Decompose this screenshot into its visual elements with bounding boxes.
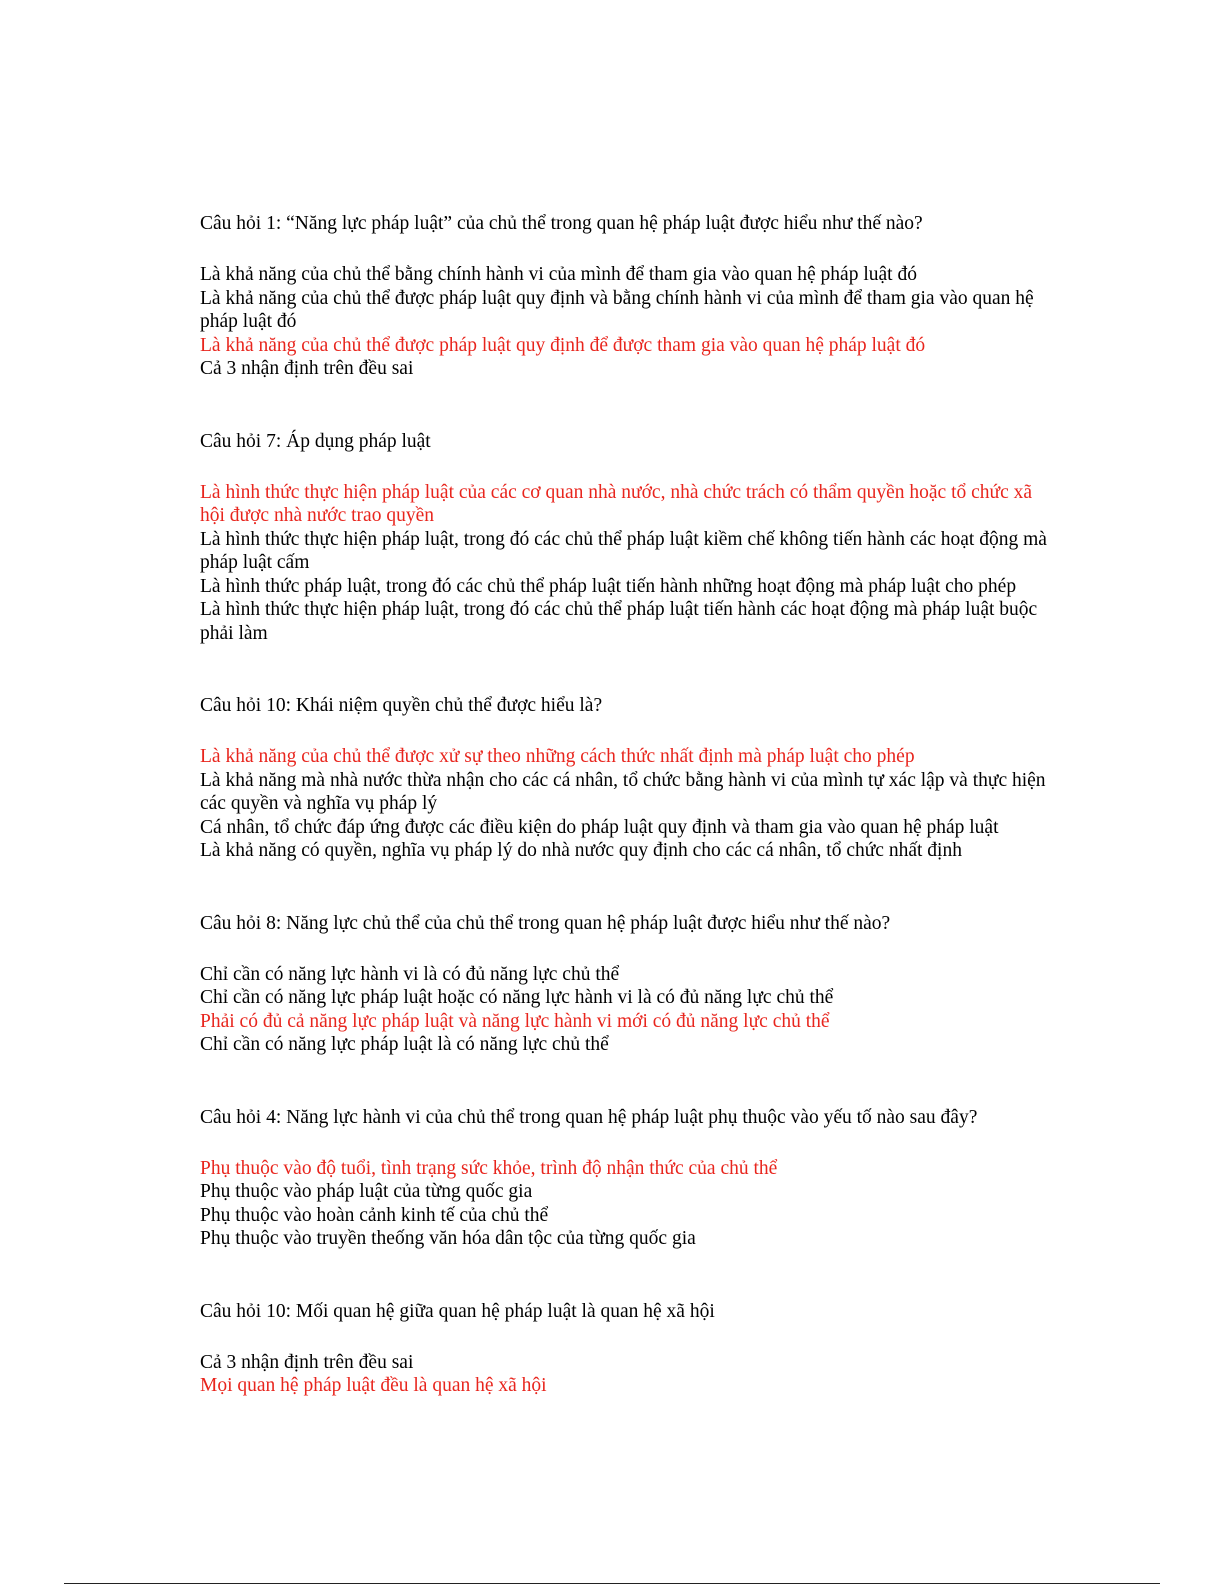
question-text: Câu hỏi 10: Mối quan hệ giữa quan hệ pháp luật là quan hệ xã hội [200, 1300, 715, 1322]
answer-option: Là khả năng có quyền, nghĩa vụ pháp lý do nhà nước quy định cho các cá nhân, tổ chức nhất định [200, 840, 962, 861]
answer-option: Cá nhân, tổ chức đáp ứng được các điều kiện do pháp luật quy định và tham gia vào quan hệ pháp luật [200, 816, 999, 838]
question-block [200, 1106, 1060, 1251]
answer-option: Là khả năng mà nhà nước thừa nhận cho các cá nhân, tổ chức bằng hành vi của mình tự xác lập và thực hiện các quyền và nghĩa vụ pháp lý [200, 769, 1046, 814]
answer-option: Là hình thức thực hiện pháp luật, trong đó các chủ thể pháp luật kiềm chế không tiến hành các hoạt động mà pháp luật cấm [200, 528, 1047, 573]
answer-list [200, 1351, 1060, 1398]
answer-option: Chỉ cần có năng lực hành vi là có đủ năng lực chủ thể [200, 963, 620, 985]
answer-option: Là hình thức thực hiện pháp luật, trong đó các chủ thể pháp luật tiến hành các hoạt động mà pháp luật buộc phải làm [200, 599, 1038, 644]
answer-option: Cả 3 nhận định trên đều sai [200, 1351, 414, 1373]
answer-option: Phụ thuộc vào truyền theống văn hóa dân tộc của từng quốc gia [200, 1228, 696, 1249]
question-block [200, 430, 1060, 646]
document-body [200, 212, 1060, 1447]
correct-answer-option: Là hình thức thực hiện pháp luật của các cơ quan nhà nước, nhà chức trách có thẩm quyền hoặc tổ chức xã hội được nhà nước trao quyền [200, 481, 1033, 526]
correct-answer-option: Là khả năng của chủ thể được pháp luật quy định để được tham gia vào quan hệ pháp luật đó [200, 334, 926, 356]
question-block [200, 1300, 1060, 1398]
answer-option: Cả 3 nhận định trên đều sai [200, 358, 414, 379]
answer-option: Là hình thức pháp luật, trong đó các chủ thể pháp luật tiến hành những hoạt động mà pháp luật cho phép [200, 575, 1017, 597]
answer-option: Phụ thuộc vào hoàn cảnh kinh tế của chủ thể [200, 1204, 549, 1226]
correct-answer-option: Mọi quan hệ pháp luật đều là quan hệ xã hội [200, 1375, 547, 1396]
answer-option: Chỉ cần có năng lực pháp luật hoặc có năng lực hành vi là có đủ năng lực chủ thể [200, 987, 834, 1008]
answer-list [200, 745, 1060, 863]
page-bottom-divider [64, 1583, 1160, 1584]
answer-option: Là khả năng của chủ thể bằng chính hành vi của mình để tham gia vào quan hệ pháp luật đó [200, 264, 917, 285]
answer-list [200, 963, 1060, 1057]
correct-answer-option: Phải có đủ cả năng lực pháp luật và năng lực hành vi mới có đủ năng lực chủ thể [200, 1010, 830, 1032]
question-block [200, 694, 1060, 863]
question-text: Câu hỏi 4: Năng lực hành vi của chủ thể trong quan hệ pháp luật phụ thuộc vào yếu tố nào sau đây? [200, 1106, 978, 1128]
question-text: Câu hỏi 8: Năng lực chủ thể của chủ thể trong quan hệ pháp luật được hiểu như thế nào? [200, 912, 891, 934]
answer-option: Phụ thuộc vào pháp luật của từng quốc gia [200, 1181, 533, 1202]
correct-answer-option: Phụ thuộc vào độ tuổi, tình trạng sức khỏe, trình độ nhận thức của chủ thể [200, 1157, 778, 1179]
answer-list [200, 263, 1060, 381]
answer-option: Là khả năng của chủ thể được pháp luật quy định và bằng chính hành vi của mình để tham gia vào quan hệ pháp luật đó [200, 287, 1034, 332]
correct-answer-option: Là khả năng của chủ thể được xử sự theo những cách thức nhất định mà pháp luật cho phép [200, 746, 915, 767]
answer-option: Chỉ cần có năng lực pháp luật là có năng lực chủ thể [200, 1034, 609, 1055]
answer-list [200, 1157, 1060, 1251]
answer-list [200, 481, 1060, 646]
question-text: Câu hỏi 1: “Năng lực pháp luật” của chủ thể trong quan hệ pháp luật được hiểu như thế nào? [200, 213, 923, 234]
question-text: Câu hỏi 7: Áp dụng pháp luật [200, 430, 431, 452]
question-text: Câu hỏi 10: Khái niệm quyền chủ thể được hiểu là? [200, 695, 603, 716]
question-block [200, 912, 1060, 1057]
question-block [200, 212, 1060, 381]
